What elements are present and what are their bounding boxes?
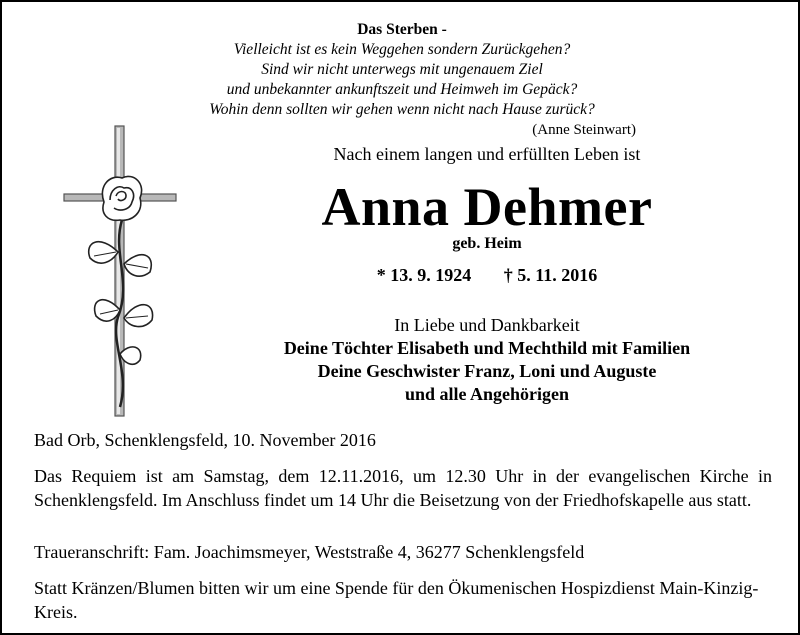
- poem-author: (Anne Steinwart): [532, 122, 636, 138]
- birth-date: * 13. 9. 1924: [376, 265, 472, 285]
- poem-line: Wohin denn sollten wir gehen wenn nicht nach Hause zurück?: [209, 101, 595, 118]
- intro-line: Nach einem langen und erfüllten Leben ist: [333, 144, 641, 164]
- mourners: [272, 314, 702, 406]
- mourners-siblings: Deine Geschwister Franz, Loni und Auguste: [317, 361, 657, 381]
- place-date: Bad Orb, Schenklengsfeld, 10. November 2016: [34, 430, 376, 450]
- poem-line: Vielleicht ist es kein Weggehen sondern Zurückgehen?: [233, 41, 571, 58]
- deceased-name: Anna Dehmer: [321, 177, 653, 237]
- born-name: geb. Heim: [452, 235, 522, 252]
- poem-title: Das Sterben -: [357, 21, 447, 38]
- donation-note: Statt Kränzen/Blumen bitten wir um eine Spende für den Ökumenischen Hospizdienst Main-Kinzig-Kreis.: [34, 578, 759, 622]
- poem-line: und unbekannter ankunftszeit und Heimweh im Gepäck?: [226, 81, 578, 98]
- poem: [122, 20, 682, 140]
- mourners-intro: In Liebe und Dankbarkeit: [394, 315, 580, 335]
- poem-line: Sind wir nicht unterwegs mit ungenauem Ziel: [261, 61, 543, 78]
- requiem-info: Das Requiem ist am Samstag, dem 12.11.2016, um 12.30 Uhr in der evangelischen Kirche in Schenklengsfeld. Im Anschluss findet um 14 Uhr die Beisetzung von der Friedhofskapelle aus statt.: [34, 466, 772, 510]
- cross-with-rose-icon: [60, 122, 180, 422]
- mourning-address: Traueranschrift: Fam. Joachimsmeyer, Weststraße 4, 36277 Schenklengsfeld: [34, 542, 585, 562]
- death-date: † 5. 11. 2016: [503, 265, 598, 285]
- mourners-daughters: Deine Töchter Elisabeth und Mechthild mit Familien: [283, 338, 691, 358]
- mourners-relatives: und alle Angehörigen: [404, 384, 570, 404]
- life-dates: [272, 265, 702, 286]
